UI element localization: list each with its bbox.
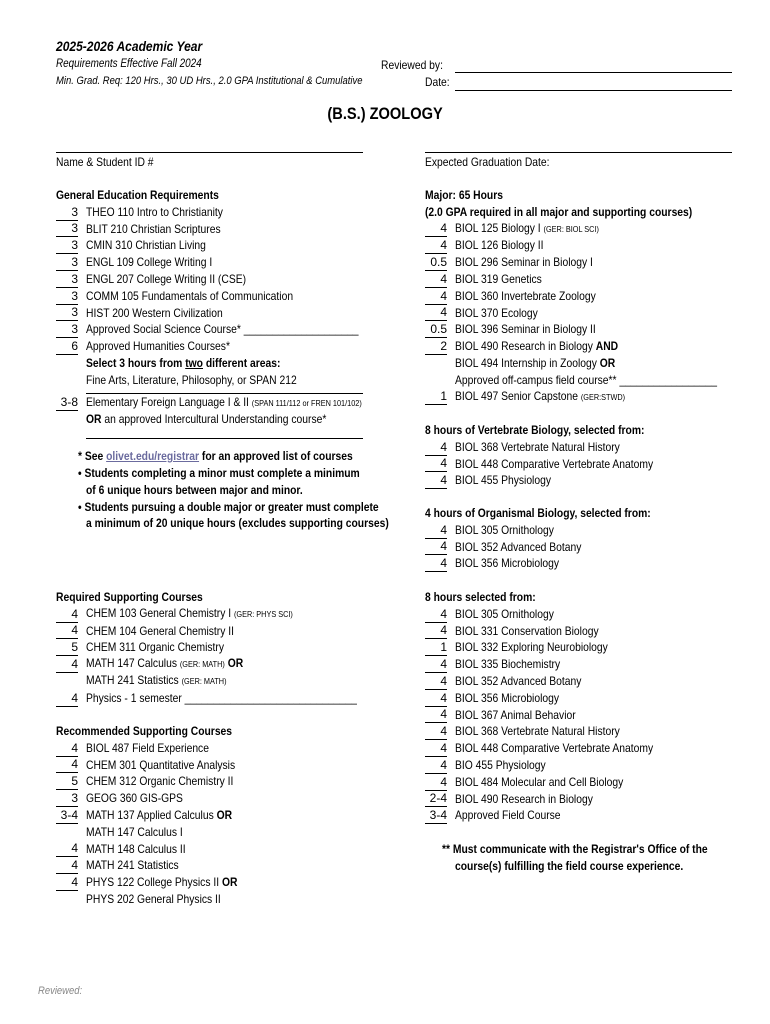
- list-item: 3 Approved Social Science Course* ____________________: [56, 321, 438, 338]
- list-item: 3 CMIN 310 Christian Living: [56, 237, 438, 254]
- list-item: 4 BIOL 448 Comparative Vertebrate Anatomy: [425, 456, 685, 473]
- list-item: 3 THEO 110 Intro to Christianity: [56, 204, 438, 221]
- list-item: 4 BIOL 356 Microbiology: [425, 555, 688, 572]
- date-line[interactable]: [455, 90, 732, 91]
- list-item: MATH 147 Calculus I: [86, 824, 183, 839]
- major-heading: Major: 65 Hours: [425, 188, 503, 202]
- registrar-note: * See olivet.edu/registrar for an approved list of courses: [78, 449, 353, 464]
- list-item: 4 MATH 241 Statistics: [56, 857, 262, 874]
- reviewed-by-line[interactable]: [455, 72, 732, 73]
- vertebrate-section: [425, 422, 685, 489]
- list-item: 1 BIOL 332 Exploring Neurobiology: [425, 639, 751, 656]
- list-item: 0.5 BIOL 296 Seminar in Biology I: [425, 254, 760, 271]
- humanities-select-note: Select 3 hours from two different areas:: [86, 355, 281, 370]
- minor-note-cont: of 6 unique hours between major and minor.: [86, 482, 303, 497]
- major-subheading: (2.0 GPA required in all major and supporting courses): [425, 204, 693, 219]
- list-item: 4 BIOL 367 Animal Behavior: [425, 707, 751, 724]
- list-item: 4 BIOL 487 Field Experience: [56, 740, 262, 757]
- list-item: 4 BIOL 368 Vertebrate Natural History: [425, 723, 751, 740]
- list-item: 3 ENGL 207 College Writing II (CSE): [56, 271, 438, 288]
- list-item: 4 BIO 455 Physiology: [425, 757, 751, 774]
- recommended-section: [56, 723, 262, 908]
- graduation-date-line[interactable]: [425, 152, 732, 153]
- reviewed-footer: Reviewed:: [38, 985, 83, 997]
- supporting-section: [56, 589, 401, 707]
- list-item: 2-4 BIOL 490 Research in Biology: [425, 791, 751, 808]
- language-alternative: OR an approved Intercultural Understanding course*: [86, 412, 327, 427]
- list-item: 4 CHEM 301 Quantitative Analysis: [56, 757, 262, 774]
- list-item: 3 COMM 105 Fundamentals of Communication: [56, 288, 438, 305]
- list-item: 4 BIOL 335 Biochemistry: [425, 656, 751, 673]
- list-item: 4 BIOL 125 Biology I (GER: BIOL SCI): [425, 221, 760, 238]
- list-item: 2 BIOL 490 Research in Biology AND: [425, 338, 760, 355]
- double-major-note: • Students pursuing a double major or greater must complete: [78, 499, 379, 514]
- list-item: 4 CHEM 104 General Chemistry II: [56, 623, 401, 640]
- registrar-field-note-cont: course(s) fulfilling the field course experience.: [455, 858, 684, 873]
- list-item: 3 BLIT 210 Christian Scriptures: [56, 221, 438, 238]
- list-item: 3 GEOG 360 GIS-GPS: [56, 790, 262, 807]
- humanities-areas: Fine Arts, Literature, Philosophy, or SPAN 212: [86, 372, 297, 387]
- list-item: 4 Physics - 1 semester ______________________________: [56, 690, 401, 707]
- list-item: 4 PHYS 122 College Physics II OR: [56, 874, 262, 891]
- list-item: 6 Approved Humanities Courses*: [56, 338, 438, 355]
- recommended-heading: Recommended Supporting Courses: [56, 724, 233, 738]
- organismal-heading: 4 hours of Organismal Biology, selected from:: [425, 506, 651, 520]
- list-item: 0.5 BIOL 396 Seminar in Biology II: [425, 321, 760, 338]
- requirements-effective: Requirements Effective Fall 2024: [56, 58, 202, 70]
- major-section: [425, 187, 760, 405]
- list-item: 3-4 MATH 137 Applied Calculus OR: [56, 807, 262, 824]
- list-item: 4 BIOL 305 Ornithology: [425, 522, 688, 539]
- list-item: 4 CHEM 103 General Chemistry I (GER: PHYS SCI): [56, 606, 401, 623]
- list-item: 4 BIOL 370 Ecology: [425, 305, 760, 322]
- organismal-section: [425, 505, 688, 572]
- list-item: 3 HIST 200 Western Civilization: [56, 305, 438, 322]
- registrar-link[interactable]: olivet.edu/registrar: [106, 449, 200, 464]
- electives-heading: 8 hours selected from:: [425, 590, 536, 604]
- name-student-id-label: Name & Student ID #: [56, 155, 154, 169]
- minimum-requirements: Min. Grad. Req: 120 Hrs., 30 UD Hrs., 2.0 GPA Institutional & Cumulative: [56, 75, 363, 87]
- page-title: (B.S.) ZOOLOGY: [327, 104, 443, 123]
- list-item: MATH 241 Statistics (GER: MATH): [86, 672, 227, 687]
- registrar-field-note: ** Must communicate with the Registrar's Office of the: [442, 841, 708, 856]
- list-item: 4 BIOL 448 Comparative Vertebrate Anatomy: [425, 740, 751, 757]
- list-item: 4 BIOL 352 Advanced Botany: [425, 673, 751, 690]
- gen-ed-section: [56, 187, 438, 532]
- list-item: 4 BIOL 360 Invertebrate Zoology: [425, 288, 760, 305]
- list-item: 4 BIOL 331 Conservation Biology: [425, 623, 751, 640]
- list-item: 4 BIOL 352 Advanced Botany: [425, 539, 688, 556]
- list-item: PHYS 202 General Physics II: [86, 891, 221, 906]
- supporting-heading: Required Supporting Courses: [56, 590, 203, 604]
- intercultural-line[interactable]: [86, 438, 363, 439]
- list-item: 4 BIOL 455 Physiology: [425, 472, 685, 489]
- language-item: 3-8 Elementary Foreign Language I & II (SPAN 111/112 or FREN 101/102): [56, 395, 438, 412]
- list-item: 3 ENGL 109 College Writing I: [56, 254, 438, 271]
- list-item: 4 BIOL 305 Ornithology: [425, 606, 751, 623]
- list-item: 4 MATH 148 Calculus II: [56, 841, 262, 858]
- list-item: 4 BIOL 126 Biology II: [425, 237, 760, 254]
- expected-graduation-label: Expected Graduation Date:: [425, 155, 550, 169]
- double-major-note-cont: a minimum of 20 unique hours (excludes supporting courses): [86, 516, 389, 531]
- name-line[interactable]: [56, 152, 363, 153]
- list-item: 4 BIOL 356 Microbiology: [425, 690, 751, 707]
- list-item: 4 BIOL 368 Vertebrate Natural History: [425, 439, 685, 456]
- list-item: 4 MATH 147 Calculus (GER: MATH) OR: [56, 656, 401, 673]
- vertebrate-heading: 8 hours of Vertebrate Biology, selected from:: [425, 423, 645, 437]
- list-item: 5 CHEM 311 Organic Chemistry: [56, 639, 401, 656]
- minor-note: • Students completing a minor must complete a minimum: [78, 465, 360, 480]
- list-item: Approved off-campus field course** _________________: [455, 372, 718, 387]
- list-item: 4 BIOL 319 Genetics: [425, 271, 760, 288]
- list-item: 1 BIOL 497 Senior Capstone (GER:STWD): [425, 389, 760, 406]
- reviewed-by-label: Reviewed by:: [381, 58, 443, 72]
- gen-ed-heading: General Education Requirements: [56, 188, 219, 202]
- list-item: BIOL 494 Internship in Zoology OR: [455, 355, 616, 370]
- list-item: 4 BIOL 484 Molecular and Cell Biology: [425, 774, 751, 791]
- date-label: Date:: [425, 75, 450, 89]
- academic-year-heading: 2025-2026 Academic Year: [56, 38, 203, 54]
- electives-section: [425, 589, 751, 875]
- list-item: 5 CHEM 312 Organic Chemistry II: [56, 773, 262, 790]
- list-item: 3-4 Approved Field Course: [425, 807, 751, 824]
